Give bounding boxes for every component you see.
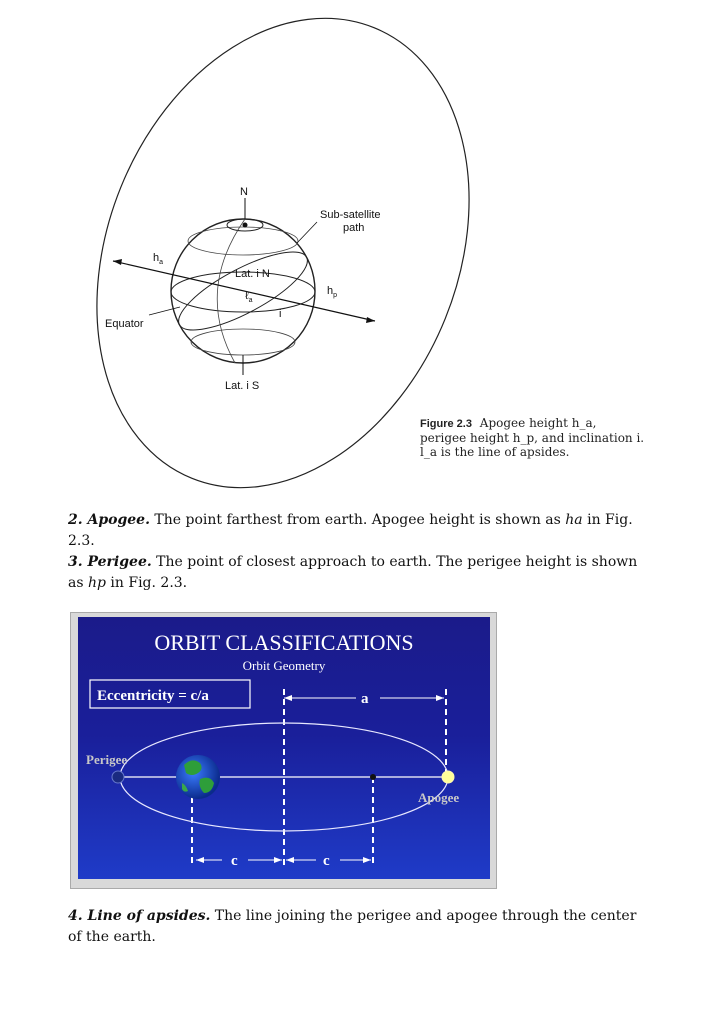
hp-label: $h_p$ xyxy=(327,285,338,299)
north-label: N xyxy=(240,186,248,198)
caption-line-1: Apogee height h_a, xyxy=(479,416,597,430)
ha-arrowhead xyxy=(113,259,122,265)
south-latitude-circle xyxy=(191,329,295,355)
perigee-paragraph xyxy=(68,552,653,594)
perigee-text-1: The point of closest approach to earth. The perigee height is shown as xyxy=(68,554,638,591)
earth-icon xyxy=(176,755,220,799)
perigee-dot xyxy=(112,771,124,783)
inclination-label: i xyxy=(279,308,282,320)
apogee-text-1: The point farthest from earth. Apogee height is shown as xyxy=(149,512,566,528)
apogee-label: Apogee xyxy=(418,790,460,805)
apogee-dot xyxy=(442,771,454,783)
perigee-term: 3. Perigee. xyxy=(68,554,152,570)
slide-subtitle: Orbit Geometry xyxy=(242,658,326,673)
la-label: ℓ$_a$ xyxy=(245,290,253,304)
sub-satellite-label-2: path xyxy=(343,222,365,234)
slide-title: ORBIT CLASSIFICATIONS xyxy=(154,630,414,655)
c-arrowhead-2-right xyxy=(363,857,371,863)
perigee-text-2: in Fig. 2.3. xyxy=(105,575,188,591)
hp-arrowhead xyxy=(366,317,375,323)
sub-satellite-label-1: Sub-satellite xyxy=(320,209,381,221)
apsides-paragraph xyxy=(68,906,653,948)
caption-line-2: perigee height h_p, and inclination i. xyxy=(420,431,645,445)
a-arrowhead-right xyxy=(436,695,444,701)
eccentricity-label: Eccentricity = c/a xyxy=(97,688,209,704)
c-label-1: c xyxy=(231,853,238,869)
c-arrowhead-2-left xyxy=(286,857,294,863)
empty-focus-dot xyxy=(370,774,376,780)
perigee-var: hp xyxy=(87,575,106,591)
apogee-term: 2. Apogee. xyxy=(68,512,150,528)
slide-background xyxy=(78,617,490,879)
apogee-text-2: in Fig. 2.3. xyxy=(68,512,633,549)
a-label: a xyxy=(361,691,369,707)
apsides-term: 4. Line of apsides. xyxy=(68,908,211,924)
a-arrowhead-left xyxy=(284,695,292,701)
c-arrowhead-1-right xyxy=(274,857,282,863)
meridian-curve xyxy=(217,219,245,363)
sub-satellite-pointer xyxy=(297,222,317,243)
caption-label: Figure 2.3 xyxy=(420,418,472,430)
equator-label: Equator xyxy=(105,318,144,330)
ha-label: $h_a$ xyxy=(153,252,164,266)
north-pole-dot xyxy=(243,223,248,228)
apsides-text-1: The line joining the perigee and apogee through the center of the earth. xyxy=(68,908,637,945)
orbit-classifications-slide xyxy=(70,612,497,889)
lat-n-label: Lat. i N xyxy=(235,268,270,280)
perigee-label: Perigee xyxy=(86,752,128,767)
apogee-paragraph xyxy=(68,510,653,552)
caption-line-3: l_a is the line of apsides. xyxy=(420,445,570,459)
figure-caption xyxy=(420,416,660,459)
orbit-geometry-diagram xyxy=(78,617,490,879)
c-arrowhead-1-left xyxy=(196,857,204,863)
c-label-2: c xyxy=(323,853,330,869)
lat-s-label: Lat. i S xyxy=(225,380,260,392)
apogee-var: ha xyxy=(565,512,583,528)
